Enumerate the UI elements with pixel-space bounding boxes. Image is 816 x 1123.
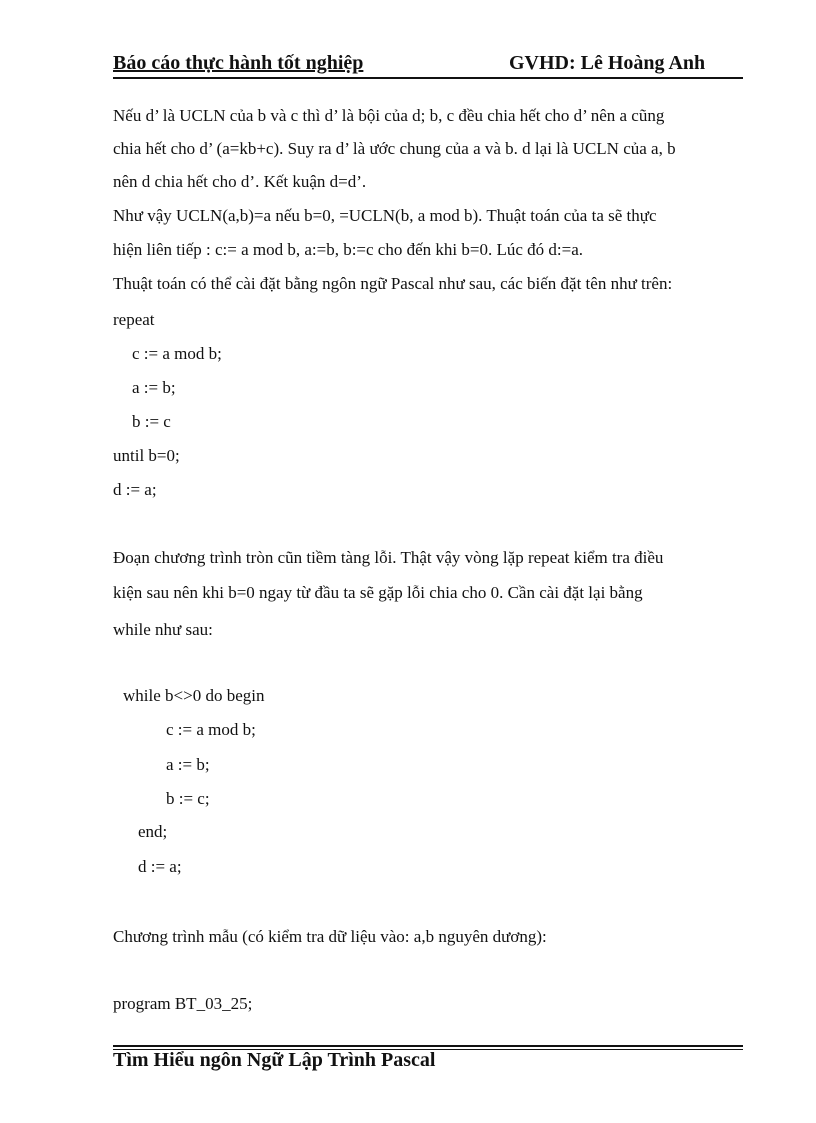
code-line: until b=0;	[113, 446, 180, 465]
paragraph-line: Thuật toán có thể cài đặt bằng ngôn ngữ Pascal như sau, các biến đặt tên như trên:	[113, 274, 673, 293]
code-line: repeat	[113, 310, 155, 329]
paragraph-line: while như sau:	[113, 620, 213, 639]
code-line: a := b;	[166, 755, 210, 774]
header-bar	[113, 52, 743, 78]
code-line: d := a;	[138, 857, 182, 876]
code-line: c := a mod b;	[166, 720, 256, 739]
code-line: b := c	[132, 412, 171, 431]
code-line: a := b;	[132, 378, 176, 397]
code-line: end;	[138, 822, 168, 841]
advisor-label: GVHD: Lê Hoàng Anh	[509, 52, 706, 74]
footer-divider	[113, 1045, 743, 1047]
code-line: while b<>0 do begin	[123, 686, 265, 705]
paragraph-line: chia hết cho d’ (a=kb+c). Suy ra d’ là ước chung của a và b. d lại là UCLN của a, b	[113, 139, 676, 158]
code-line: program BT_03_25;	[113, 994, 253, 1013]
code-line: c := a mod b;	[132, 344, 222, 363]
footer-title: Tìm Hiểu ngôn Ngữ Lập Trình Pascal	[113, 1049, 436, 1071]
paragraph-line: Như vậy UCLN(a,b)=a nếu b=0, =UCLN(b, a mod b). Thuật toán của ta sẽ thực	[113, 206, 657, 225]
paragraph-line: nên d chia hết cho d’. Kết kuận d=d’.	[113, 172, 367, 191]
code-line: b := c;	[166, 789, 210, 808]
paragraph-line: Chương trình mẫu (có kiểm tra dữ liệu vào: a,b nguyên dương):	[113, 927, 547, 946]
report-title: Báo cáo thực hành tốt nghiệp	[113, 52, 364, 74]
paragraph-line: Đoạn chương trình tròn cũn tiềm tàng lỗi. Thật vậy vòng lặp repeat kiểm tra điều	[113, 548, 664, 567]
paragraph-line: Nếu d’ là UCLN của b và c thì d’ là bội của d; b, c đều chia hết cho d’ nên a cũng	[113, 106, 665, 125]
header-divider	[113, 77, 743, 79]
paragraph-line: kiện sau nên khi b=0 ngay từ đầu ta sẽ gặp lỗi chia cho 0. Cần cài đặt lại bằng	[113, 583, 643, 602]
code-line: d := a;	[113, 480, 157, 499]
paragraph-line: hiện liên tiếp : c:= a mod b, a:=b, b:=c cho đến khi b=0. Lúc đó d:=a.	[113, 240, 583, 259]
